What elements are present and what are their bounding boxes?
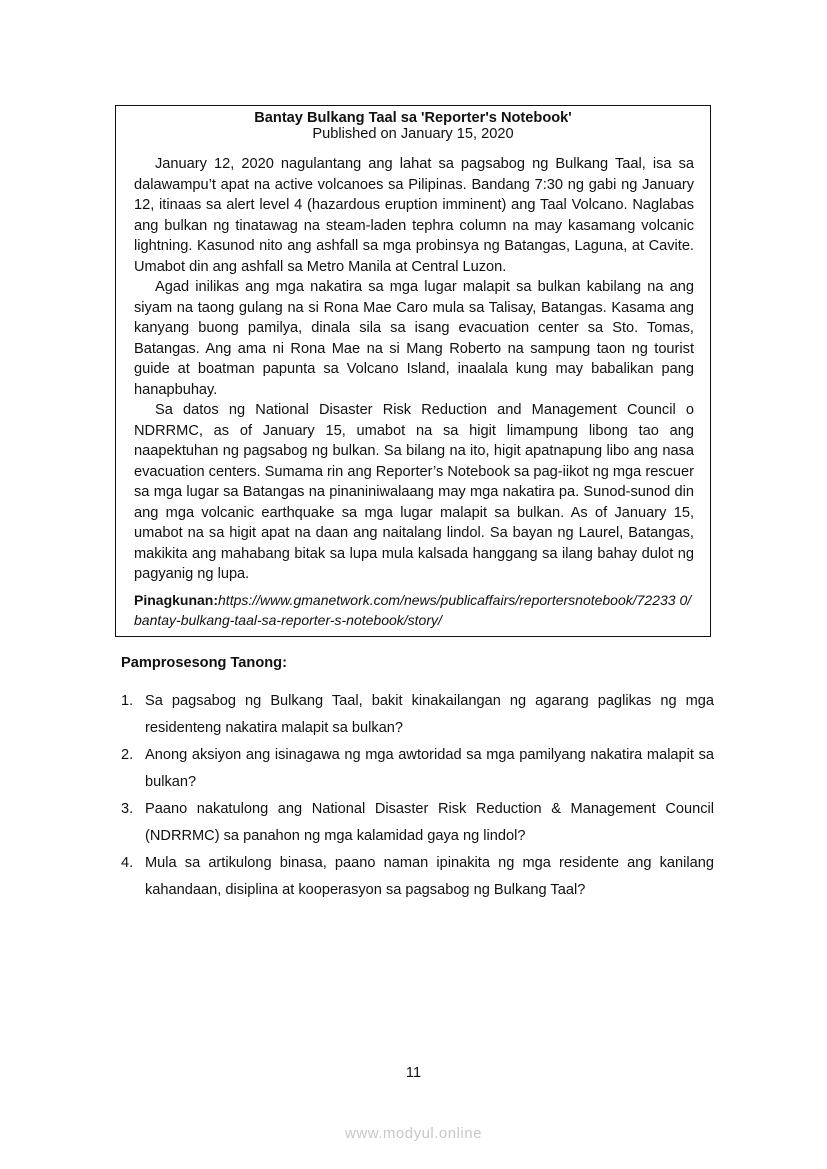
question-number: 4. xyxy=(121,855,134,871)
question-number: 1. xyxy=(121,693,134,709)
page-number: 11 xyxy=(405,1065,422,1081)
article-paragraph: Sa datos ng National Disaster Risk Reduction and Management Council o NDRRMC, as of January 15, umabot na sa higit limampung libong tao ang naapektuhan ng pagsabog ng bulkan. Sa bilang na ito, higit apatnapung libo ang nasa evacuation centers. Sumama rin ang Reporter’s Notebook sa pag-iikot ng mga rescuer sa mga lugar sa Batangas na pinaniniwalaang may mga nakatira pa. Sunod-sunod din ang mga volcanic earthquake sa mga lugar malapit sa bulkan. As of January 15, umabot na sa higit apat na daan ang naitalang lindol. Sa bayan ng Laurel, Batangas, makikita ang mahabang bitak sa lupa mula kalsada hanggang sa ilang bahay dulot ng pagyanig ng lupa. xyxy=(134,402,694,582)
question-item xyxy=(121,688,714,741)
article-title: Bantay Bulkang Taal sa 'Reporter's Notebook' xyxy=(254,110,572,126)
question-item xyxy=(121,796,714,849)
article-box xyxy=(115,105,711,637)
question-text: Sa pagsabog ng Bulkang Taal, bakit kinakailangan ng agarang paglikas ng mga residenteng nakatira malapit sa bulkan? xyxy=(145,693,714,736)
question-text: Paano nakatulong ang National Disaster Risk Reduction & Management Council (NDRRMC) sa panahon ng mga kalamidad gaya ng lindol? xyxy=(145,801,714,844)
watermark: www.modyul.online xyxy=(345,1125,482,1142)
question-number: 3. xyxy=(121,801,134,817)
article-body xyxy=(134,154,694,585)
question-item xyxy=(121,742,714,795)
question-text: Mula sa artikulong binasa, paano naman ipinakita ng mga residente ang kanilang kahandaan, disiplina at kooperasyon sa pagsabog ng Bulkang Taal? xyxy=(145,855,714,898)
source-citation xyxy=(134,591,696,630)
question-text: Anong aksiyon ang isinagawa ng mga awtoridad sa mga pamilyang nakatira malapit sa bulkan? xyxy=(145,747,714,790)
questions-heading: Pamprosesong Tanong: xyxy=(121,655,287,671)
article-paragraph: Agad inilikas ang mga nakatira sa mga lugar malapit sa bulkan kabilang na ang siyam na taong gulang na si Rona Mae Caro mula sa Talisay, Batangas. Kasama ang kanyang buong pamilya, dinala sila sa isang evacuation center sa Sto. Tomas, Batangas. Ang ama ni Rona Mae na si Mang Roberto na sampung taon ng tourist guide at boatman papunta sa Volcano Island, inaalala kung may babalikan pang hanapbuhay. xyxy=(134,279,694,398)
article-published-date: Published on January 15, 2020 xyxy=(312,126,514,142)
source-label: Pinagkunan: xyxy=(134,592,219,608)
question-item xyxy=(121,850,714,903)
question-number: 2. xyxy=(121,747,134,763)
questions-list xyxy=(121,688,714,904)
source-url: https://www.gmanetwork.com/news/publicaffairs/reportersnotebook/72233 0/bantay-bulkang-taal-sa-reporter-s-notebook/story/ xyxy=(134,592,692,628)
article-paragraph: January 12, 2020 nagulantang ang lahat sa pagsabog ng Bulkang Taal, isa sa dalawampu’t apat na active volcanoes sa Pilipinas. Bandang 7:30 ng gabi ng January 12, itinaas sa alert level 4 (hazardous eruption imminent) ang Taal Volcano. Naglabas ang bulkan ng tinatawag na steam-laden tephra column na may kasamang volcanic lightning. Kasunod nito ang ashfall sa mga probinsya ng Batangas, Laguna, at Cavite. Umabot din ang ashfall sa Metro Manila at Central Luzon. xyxy=(134,156,694,275)
